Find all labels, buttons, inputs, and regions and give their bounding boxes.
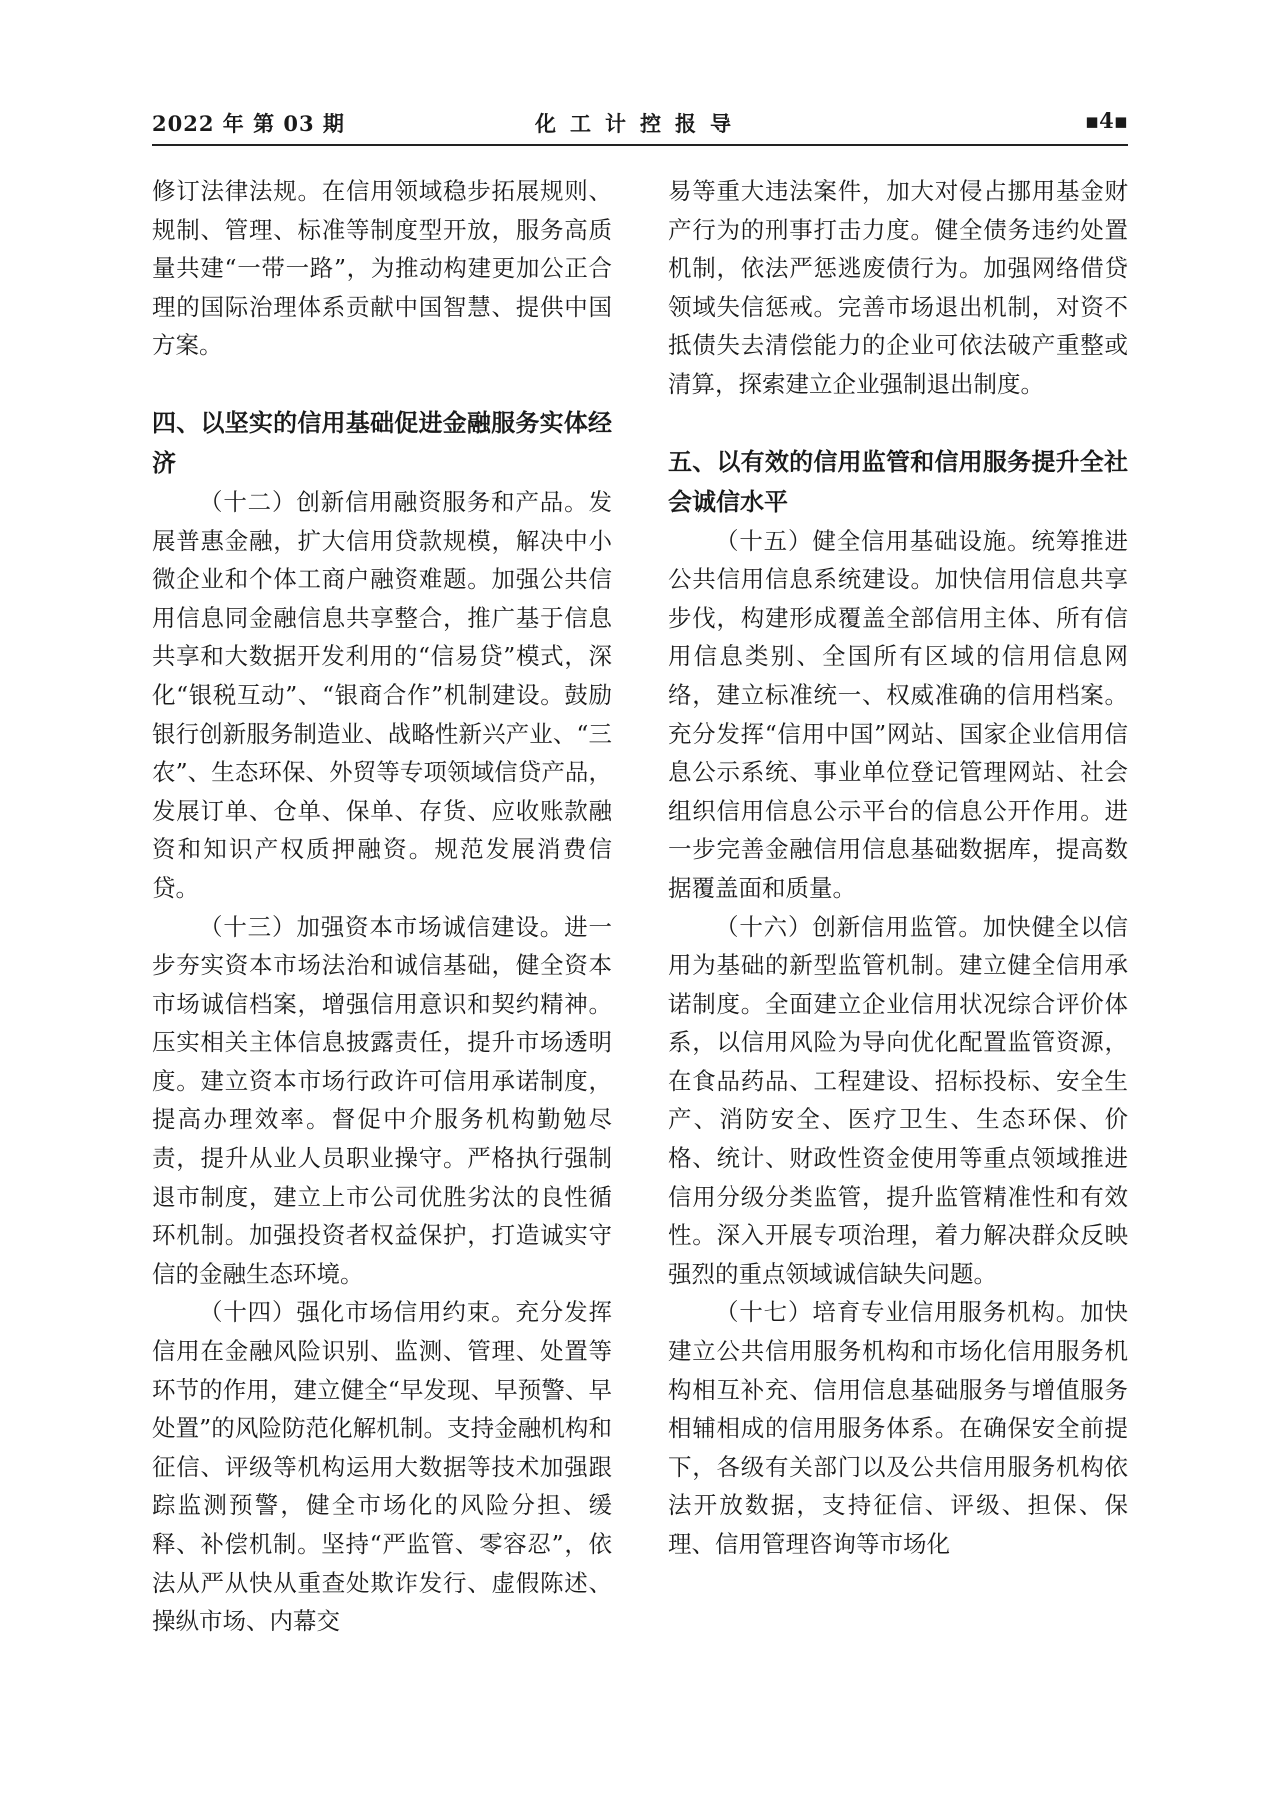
paragraph: 修订法律法规。在信用领域稳步拓展规则、规制、管理、标准等制度型开放，服务高质量共建“一带一路”，为推动构建更加公正合理的国际治理体系贡献中国智慧、提供中国方案。	[152, 177, 612, 360]
page-number: ▪4▪	[1084, 108, 1128, 133]
journal-title: 化工计控报导	[535, 111, 745, 136]
section-gap	[152, 365, 612, 403]
paragraph-12: （十二）创新信用融资服务和产品。发展普惠金融，扩大信用贷款规模，解决中小微企业和个体工商户融资难题。加强公共信用信息同金融信息共享整合，推广基于信息共享和大数据开发利用的“信易贷”模式，深化“银税互动”、“银商合作”机制建设。鼓励银行创新服务制造业、战略性新兴产业、“三农”、生态环保、外贸等专项领域信贷产品，发展订单、仓单、保单、存货、应收账款融资和知识产权质押融资。规范发展消费信贷。	[152, 487, 612, 902]
paragraph-14: （十四）强化市场信用约束。充分发挥信用在金融风险识别、监测、管理、处置等环节的作用，建立健全“早发现、早预警、早处置”的风险防范化解机制。支持金融机构和征信、评级等机构运用大数据等技术加强跟踪监测预警，健全市场化的风险分担、缓释、补偿机制。坚持“严监管、零容忍”，依法从严从快从重查处欺诈发行、虚假陈述、操纵市场、内幕交	[152, 1298, 612, 1636]
section-heading-5: 五、以有效的信用监管和信用服务提升全社会诚信水平	[668, 447, 1128, 516]
section-gap	[668, 404, 1128, 442]
section-heading-4: 四、以坚实的信用基础促进金融服务实体经济	[152, 408, 612, 477]
left-column	[152, 172, 612, 1672]
right-column	[668, 172, 1128, 1672]
paragraph-16: （十六）创新信用监管。加快健全以信用为基础的新型监管机制。建立健全信用承诺制度。全面建立企业信用状况综合评价体系，以信用风险为导向优化配置监管资源，在食品药品、工程建设、招标投标、安全生产、消防安全、医疗卫生、生态环保、价格、统计、财政性资金使用等重点领域推进信用分级分类监管，提升监管精准性和有效性。深入开展专项治理，着力解决群众反映强烈的重点领域诚信缺失问题。	[668, 912, 1128, 1288]
page-header	[152, 104, 1128, 146]
paragraph-13: （十三）加强资本市场诚信建设。进一步夯实资本市场法治和诚信基础，健全资本市场诚信档案，增强信用意识和契约精神。压实相关主体信息披露责任，提升市场透明度。建立资本市场行政许可信用承诺制度，提高办理效率。督促中介服务机构勤勉尽责，提升从业人员职业操守。严格执行强制退市制度，建立上市公司优胜劣汰的良性循环机制。加强投资者权益保护，打造诚实守信的金融生态环境。	[152, 912, 612, 1288]
issue-number: 2022 年 第 03 期	[152, 111, 345, 136]
paragraph-17: （十七）培育专业信用服务机构。加快建立公共信用服务机构和市场化信用服务机构相互补充、信用信息基础服务与增值服务相辅相成的信用服务体系。在确保安全前提下，各级有关部门以及公共信用服务机构依法开放数据，支持征信、评级、担保、保理、信用管理咨询等市场化	[668, 1298, 1128, 1558]
paragraph-15: （十五）健全信用基础设施。统筹推进公共信用信息系统建设。加快信用信息共享步伐，构建形成覆盖全部信用主体、所有信用信息类别、全国所有区域的信用信息网络，建立标准统一、权威准确的信用档案。充分发挥“信用中国”网站、国家企业信用信息公示系统、事业单位登记管理网站、社会组织信用信息公示平台的信息公开作用。进一步完善金融信用信息基础数据库，提高数据覆盖面和质量。	[668, 526, 1128, 902]
paragraph: 易等重大违法案件，加大对侵占挪用基金财产行为的刑事打击力度。健全债务违约处置机制，依法严惩逃废债行为。加强网络借贷领域失信惩戒。完善市场退出机制，对资不抵债失去清偿能力的企业可依法破产重整或清算，探索建立企业强制退出制度。	[668, 177, 1128, 398]
